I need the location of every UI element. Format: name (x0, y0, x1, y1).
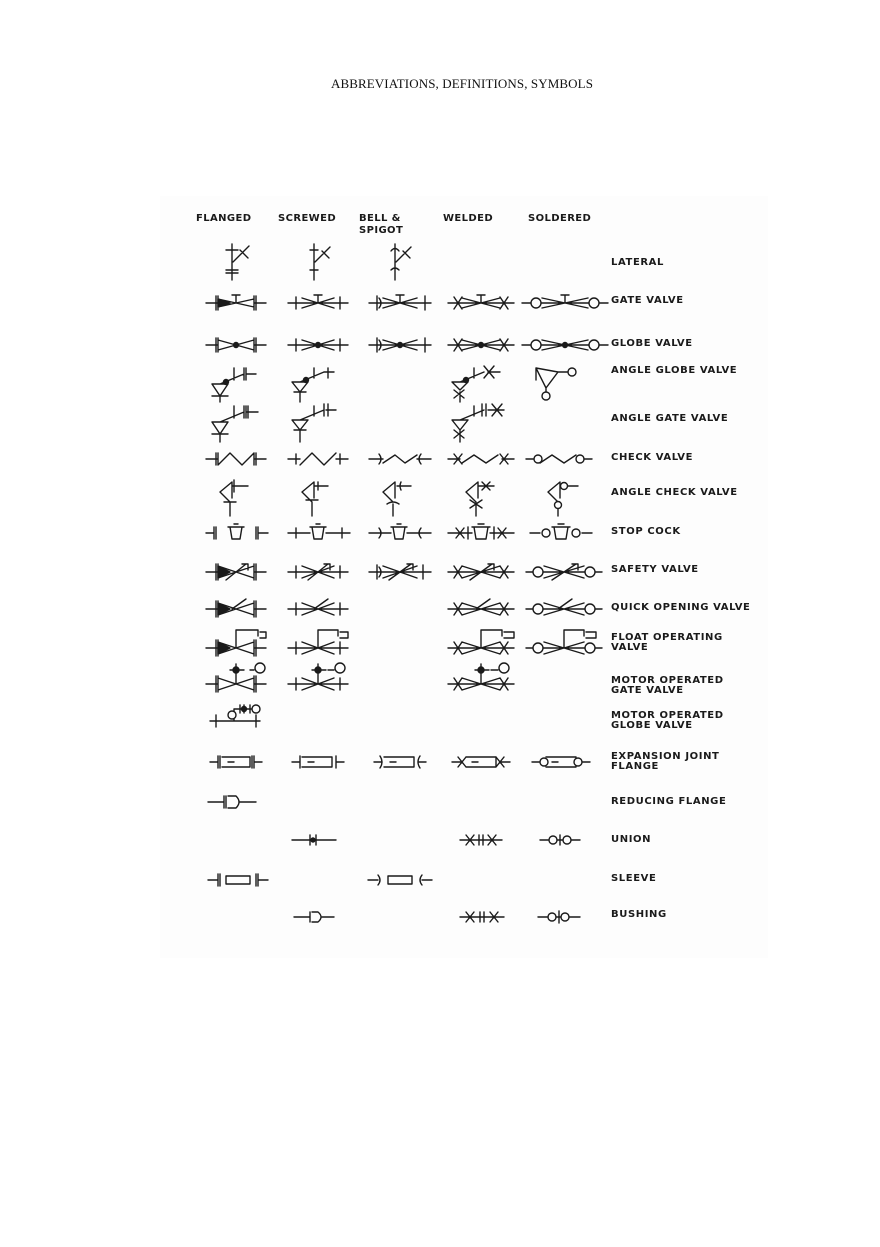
motor-globe-flanged-symbol (210, 701, 266, 727)
bushing-soldered-symbol (538, 909, 580, 925)
angle-gate-flanged-symbol (210, 402, 260, 442)
safety-valve-bell-spigot-symbol (369, 558, 431, 584)
stop-cock-screwed-symbol (288, 523, 350, 541)
globe-valve-soldered-symbol (522, 337, 608, 353)
row-label-gate-valve: GATE VALVE (611, 295, 684, 306)
row-label-globe-valve: GLOBE VALVE (611, 338, 693, 349)
expansion-joint-bell-spigot-symbol (374, 754, 426, 770)
float-operating-flanged-symbol (206, 628, 270, 658)
check-valve-soldered-symbol (526, 452, 592, 466)
bushing-screwed-symbol (294, 909, 334, 925)
column-header-flanged: FLANGED (196, 213, 252, 224)
union-screwed-symbol (292, 833, 336, 847)
quick-opening-flanged-symbol (206, 595, 266, 619)
angle-gate-screwed-symbol (290, 402, 340, 442)
check-valve-flanged-symbol (206, 452, 266, 466)
angle-check-bell-spigot-symbol (381, 478, 421, 516)
expansion-joint-welded-symbol (452, 754, 510, 770)
angle-check-welded-symbol (464, 478, 504, 516)
stop-cock-welded-symbol (448, 523, 514, 541)
check-valve-bell-spigot-symbol (369, 452, 431, 466)
reducing-flange-flanged-symbol (208, 794, 256, 810)
motor-gate-screwed-symbol (288, 660, 352, 694)
sleeve-flanged-symbol (208, 872, 268, 888)
lateral-screwed-symbol (300, 244, 340, 280)
row-label-union: UNION (611, 834, 652, 845)
column-header-screwed: SCREWED (278, 213, 337, 224)
check-valve-welded-symbol (448, 452, 514, 466)
safety-valve-flanged-symbol (206, 558, 266, 584)
stop-cock-bell-spigot-symbol (369, 523, 431, 541)
motor-gate-welded-symbol (448, 660, 520, 694)
globe-valve-screwed-symbol (288, 337, 348, 353)
row-label-angle-check-valve: ANGLE CHECK VALVE (611, 487, 738, 498)
angle-globe-screwed-symbol (290, 364, 338, 402)
gate-valve-bell-spigot-symbol (369, 291, 431, 311)
row-label-angle-gate-valve: ANGLE GATE VALVE (611, 413, 729, 424)
column-header-soldered: SOLDERED (528, 213, 592, 224)
row-label-sleeve: SLEEVE (611, 873, 657, 884)
angle-gate-welded-symbol (450, 402, 506, 442)
expansion-joint-soldered-symbol (532, 754, 590, 770)
sleeve-bell-spigot-symbol (368, 872, 432, 888)
row-label-safety-valve: SAFETY VALVE (611, 564, 699, 575)
gate-valve-flanged-symbol (206, 291, 266, 311)
row-label-lateral: LATERAL (611, 257, 664, 268)
column-header-welded: WELDED (443, 213, 494, 224)
globe-valve-welded-symbol (448, 337, 514, 353)
row-label-angle-globe-valve: ANGLE GLOBE VALVE (611, 365, 738, 376)
safety-valve-soldered-symbol (526, 558, 602, 584)
angle-globe-flanged-symbol (210, 364, 258, 402)
union-soldered-symbol (540, 833, 580, 847)
row-label-motor-operated-gate-valve: MOTOR OPERATED GATE VALVE (611, 675, 724, 696)
row-label-float-operating-valve: FLOAT OPERATING VALVE (611, 632, 723, 653)
gate-valve-welded-symbol (448, 291, 514, 311)
row-label-check-valve: CHECK VALVE (611, 452, 694, 463)
column-header-bell-spigot: BELL & SPIGOT (359, 213, 404, 236)
angle-globe-soldered-symbol (532, 364, 580, 404)
safety-valve-screwed-symbol (288, 558, 348, 584)
check-valve-screwed-symbol (288, 452, 348, 466)
angle-globe-welded-symbol (450, 364, 502, 402)
angle-check-flanged-symbol (218, 478, 258, 516)
stop-cock-flanged-symbol (206, 523, 268, 541)
float-operating-soldered-symbol (526, 628, 606, 658)
union-welded-symbol (460, 833, 502, 847)
quick-opening-screwed-symbol (288, 595, 348, 619)
float-operating-welded-symbol (448, 628, 518, 658)
angle-check-screwed-symbol (300, 478, 340, 516)
row-label-expansion-joint-flange: EXPANSION JOINT FLANGE (611, 751, 720, 772)
angle-check-soldered-symbol (546, 478, 586, 516)
row-label-quick-opening-valve: QUICK OPENING VALVE (611, 602, 751, 613)
row-label-reducing-flange: REDUCING FLANGE (611, 796, 727, 807)
piping-symbols-figure (160, 196, 768, 958)
globe-valve-flanged-symbol (206, 337, 266, 353)
row-label-bushing: BUSHING (611, 909, 667, 920)
bushing-welded-symbol (460, 909, 504, 925)
lateral-bell-spigot-symbol (381, 244, 421, 280)
page-header: ABBREVIATIONS, DEFINITIONS, SYMBOLS (330, 76, 594, 91)
row-label-motor-operated-globe-valve: MOTOR OPERATED GLOBE VALVE (611, 710, 724, 731)
expansion-joint-flanged-symbol (210, 754, 262, 770)
float-operating-screwed-symbol (288, 628, 352, 658)
safety-valve-welded-symbol (448, 558, 514, 584)
gate-valve-soldered-symbol (522, 291, 608, 311)
row-label-stop-cock: STOP COCK (611, 526, 681, 537)
globe-valve-bell-spigot-symbol (369, 337, 431, 353)
stop-cock-soldered-symbol (530, 523, 592, 541)
quick-opening-soldered-symbol (526, 595, 602, 619)
quick-opening-welded-symbol (448, 595, 514, 619)
expansion-joint-screwed-symbol (292, 754, 344, 770)
motor-gate-flanged-symbol (206, 660, 270, 694)
gate-valve-screwed-symbol (288, 291, 348, 311)
lateral-flanged-symbol (218, 244, 258, 280)
